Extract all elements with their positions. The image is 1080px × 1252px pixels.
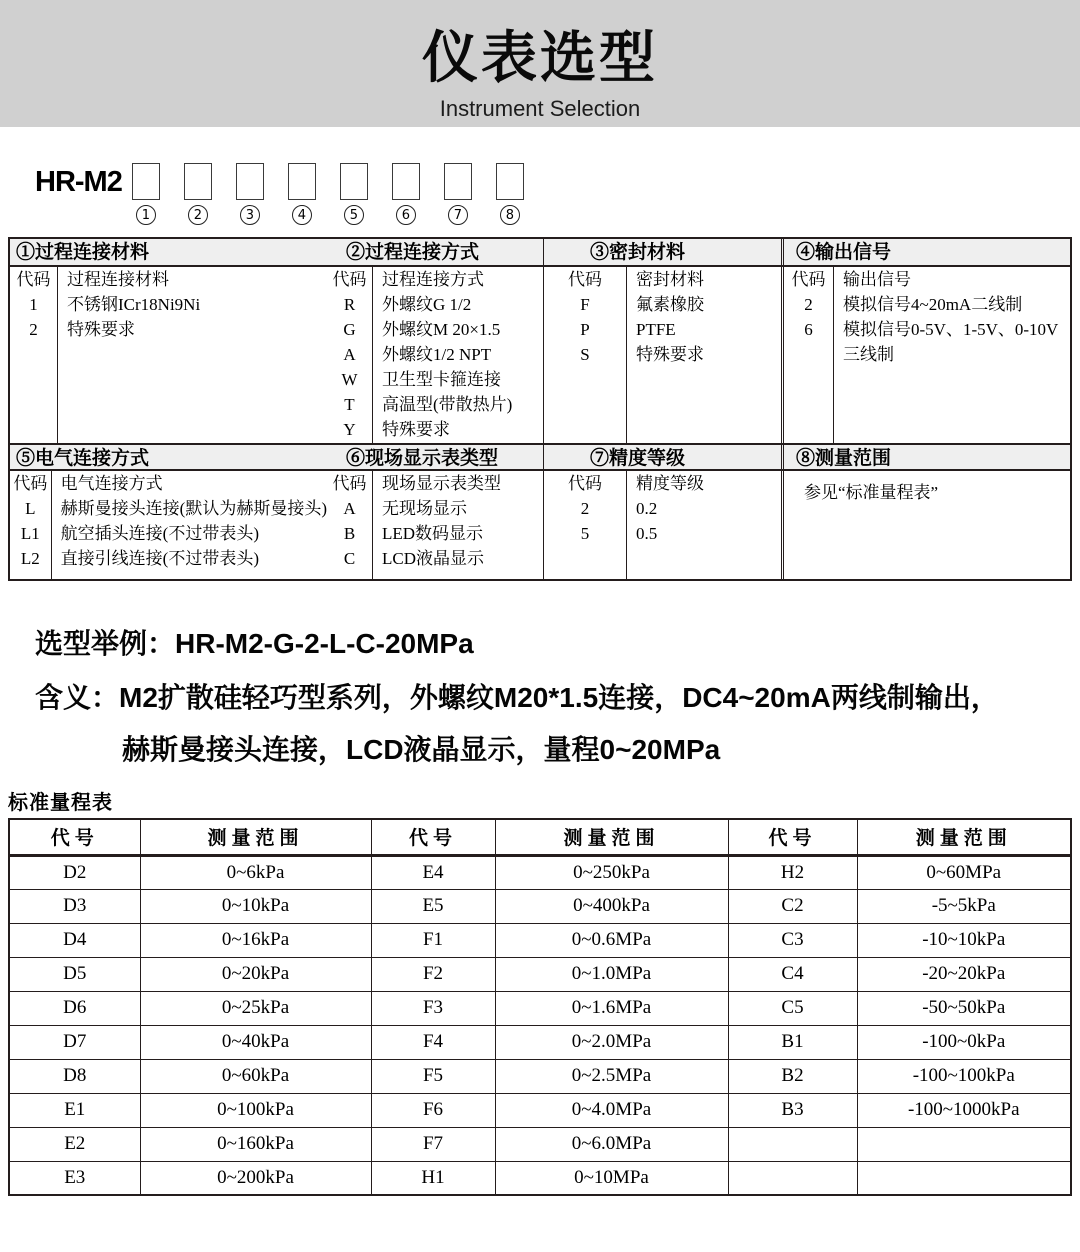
item-desc: 特殊要求: [67, 320, 135, 339]
range-code: D2: [9, 855, 140, 889]
position-number: 5: [344, 205, 364, 225]
code-column: [327, 471, 373, 579]
desc-column: [627, 471, 781, 579]
item-desc: 特殊要求: [636, 345, 704, 364]
range-value: -100~1000kPa: [857, 1093, 1071, 1127]
item-desc: 航空插头连接(不过带表头): [60, 524, 259, 543]
range-code: B1: [728, 1025, 857, 1059]
item-code: P: [580, 320, 590, 339]
col-header-range: 测量范围: [495, 819, 728, 855]
selection-example-line: 选型举例：HR-M2-G-2-L-C-20MPa: [35, 628, 474, 659]
item-code: A: [343, 499, 356, 518]
range-value: 0~40kPa: [140, 1025, 371, 1059]
item-desc: 模拟信号4~20mA二线制: [843, 295, 1023, 314]
item-code: G: [343, 320, 356, 339]
desc-header: 精度等级: [636, 474, 704, 493]
item-code: 5: [580, 524, 590, 543]
model-code-box: [496, 163, 524, 200]
model-code-box: [340, 163, 368, 200]
range-value: 0~1.0MPa: [495, 957, 728, 991]
range-code: F3: [371, 991, 495, 1025]
item-desc: 外螺纹G 1/2: [382, 295, 472, 314]
range-value: -50~50kPa: [857, 991, 1071, 1025]
item-desc: 氟素橡胶: [636, 295, 704, 314]
model-slot-5: [340, 163, 368, 225]
range-value: [857, 1161, 1071, 1195]
desc-header: 过程连接方式: [382, 270, 484, 289]
section-electrical-connection: [10, 471, 327, 579]
item-code: A: [343, 345, 356, 364]
range-code: D6: [9, 991, 140, 1025]
range-code: [728, 1161, 857, 1195]
item-desc: 特殊要求: [382, 420, 450, 439]
range-value: 0~60kPa: [140, 1059, 371, 1093]
range-value: 0~4.0MPa: [495, 1093, 728, 1127]
item-code: T: [344, 395, 355, 414]
table-row: [9, 1093, 1071, 1127]
table-row: [9, 923, 1071, 957]
table-row: [9, 889, 1071, 923]
item-code: L2: [20, 549, 40, 568]
range-code: E3: [9, 1161, 140, 1195]
range-reference-note: 参见“标准量程表”: [804, 483, 939, 502]
item-code: C: [343, 549, 356, 568]
desc-column: [834, 267, 1070, 443]
range-value: 0~60MPa: [857, 855, 1071, 889]
range-value: 0~25kPa: [140, 991, 371, 1025]
section-title-7: ⑦精度等级: [543, 445, 781, 469]
range-code: E5: [371, 889, 495, 923]
range-value: -100~100kPa: [857, 1059, 1071, 1093]
range-value: [857, 1127, 1071, 1161]
section-measure-range: [781, 471, 1070, 579]
position-number: 7: [448, 205, 468, 225]
desc-column: [52, 471, 327, 579]
selection-meaning-line-2: 赫斯曼接头连接，LCD液晶显示，量程0~20MPa: [122, 734, 721, 765]
range-value: 0~10kPa: [140, 889, 371, 923]
range-code: F2: [371, 957, 495, 991]
item-code: 1: [29, 295, 38, 314]
item-desc: 外螺纹M 20×1.5: [382, 320, 501, 339]
item-desc: 卫生型卡箍连接: [382, 370, 501, 389]
range-code: E1: [9, 1093, 140, 1127]
item-code: S: [580, 345, 590, 364]
page-subtitle: Instrument Selection: [439, 96, 641, 121]
table-row: [9, 855, 1071, 889]
range-value: -10~10kPa: [857, 923, 1071, 957]
item-code: L1: [20, 524, 40, 543]
position-number: 1: [136, 205, 156, 225]
position-number: 3: [240, 205, 260, 225]
item-desc: LED数码显示: [382, 524, 484, 543]
desc-header: 电气连接方式: [60, 474, 163, 493]
code-column: [544, 267, 627, 443]
code-header: 代码: [568, 474, 602, 493]
selection-header-row-1: [10, 239, 1070, 267]
range-code: D8: [9, 1059, 140, 1093]
desc-column: [373, 267, 543, 443]
model-slot-8: [496, 163, 524, 225]
range-value: -100~0kPa: [857, 1025, 1071, 1059]
range-value: 0~1.6MPa: [495, 991, 728, 1025]
model-code-box: [288, 163, 316, 200]
section-title-4: ④输出信号: [781, 239, 1070, 265]
table-row: [9, 1161, 1071, 1195]
range-value: 0~0.6MPa: [495, 923, 728, 957]
item-desc: 模拟信号0-5V、1-5V、0-10V 三线制: [843, 320, 1059, 364]
item-desc: 外螺纹1/2 NPT: [382, 345, 492, 364]
model-slot-2: [184, 163, 212, 225]
item-code: 2: [804, 295, 813, 314]
range-code: C5: [728, 991, 857, 1025]
item-desc: PTFE: [636, 320, 676, 339]
item-desc: 0.5: [636, 524, 658, 543]
range-value: 0~16kPa: [140, 923, 371, 957]
range-value: 0~2.0MPa: [495, 1025, 728, 1059]
code-header: 代码: [791, 270, 826, 289]
code-header: 代码: [16, 270, 51, 289]
range-value: 0~2.5MPa: [495, 1059, 728, 1093]
item-desc: 直接引线连接(不过带表头): [60, 549, 259, 568]
section-display-type: [327, 471, 543, 579]
model-code-box: [236, 163, 264, 200]
range-code: [728, 1127, 857, 1161]
range-code: C3: [728, 923, 857, 957]
desc-header: 现场显示表类型: [382, 474, 501, 493]
model-code-box: [392, 163, 420, 200]
range-code: F1: [371, 923, 495, 957]
item-code: F: [580, 295, 590, 314]
item-desc: 0.2: [636, 499, 658, 518]
desc-column: [627, 267, 781, 443]
desc-column: [58, 267, 327, 443]
item-code: 2: [580, 499, 590, 518]
range-code: F5: [371, 1059, 495, 1093]
selection-body-row-2: [10, 471, 1070, 579]
range-code: H1: [371, 1161, 495, 1195]
range-value: -5~5kPa: [857, 889, 1071, 923]
range-code: D3: [9, 889, 140, 923]
section-accuracy-class: [543, 471, 781, 579]
desc-column: [373, 471, 543, 579]
range-code: C2: [728, 889, 857, 923]
desc-header: 密封材料: [636, 270, 704, 289]
range-code: F7: [371, 1127, 495, 1161]
col-header-code: 代号: [9, 819, 140, 855]
model-slot-7: [444, 163, 472, 225]
col-header-code: 代号: [728, 819, 857, 855]
model-code-box: [184, 163, 212, 200]
col-header-range: 测量范围: [857, 819, 1071, 855]
range-code: D4: [9, 923, 140, 957]
model-slot-4: [288, 163, 316, 225]
range-value: 0~6.0MPa: [495, 1127, 728, 1161]
item-desc: 无现场显示: [382, 499, 467, 518]
range-value: 0~10MPa: [495, 1161, 728, 1195]
item-desc: 赫斯曼接头连接(默认为赫斯曼接头): [60, 499, 327, 518]
item-desc: 高温型(带散热片): [382, 395, 513, 414]
code-header: 代码: [332, 474, 367, 493]
range-code: B3: [728, 1093, 857, 1127]
position-number: 2: [188, 205, 208, 225]
range-code: F4: [371, 1025, 495, 1059]
range-code: E4: [371, 855, 495, 889]
model-code-row: [35, 163, 548, 225]
section-process-material: [10, 267, 327, 443]
range-value: 0~20kPa: [140, 957, 371, 991]
table-row: [9, 991, 1071, 1025]
range-code: F6: [371, 1093, 495, 1127]
model-slot-6: [392, 163, 420, 225]
item-code: W: [341, 370, 358, 389]
range-code: E2: [9, 1127, 140, 1161]
selection-meaning-line-1: 含义：M2扩散硅轻巧型系列，外螺纹M20*1.5连接，DC4~20mA两线制输出，: [35, 682, 999, 713]
item-desc: LCD液晶显示: [382, 549, 484, 568]
table-row: [9, 957, 1071, 991]
range-code: H2: [728, 855, 857, 889]
col-header-code: 代号: [371, 819, 495, 855]
model-slot-3: [236, 163, 264, 225]
code-header: 代码: [332, 270, 367, 289]
desc-header: 输出信号: [843, 270, 911, 289]
model-slot-1: [132, 163, 160, 225]
section-output-signal: [781, 267, 1070, 443]
code-column: [10, 471, 52, 579]
model-code-box: [444, 163, 472, 200]
range-value: 0~200kPa: [140, 1161, 371, 1195]
desc-header: 过程连接材料: [67, 270, 169, 289]
section-title-2: ②过程连接方式: [346, 242, 480, 263]
position-number: 6: [396, 205, 416, 225]
item-code: R: [343, 295, 356, 314]
range-value: -20~20kPa: [857, 957, 1071, 991]
item-code: Y: [343, 420, 356, 439]
table-row: [9, 1059, 1071, 1093]
item-code: 6: [804, 320, 813, 339]
section-title-6: ⑥现场显示表类型: [346, 448, 499, 469]
selection-table: [8, 237, 1072, 581]
selection-body-row-1: [10, 267, 1070, 443]
range-code: C4: [728, 957, 857, 991]
model-prefix: HR-M2: [35, 166, 122, 198]
item-code: B: [343, 524, 356, 543]
range-value: 0~100kPa: [140, 1093, 371, 1127]
code-column: [544, 471, 627, 579]
page-title: 仪表选型: [422, 26, 658, 89]
range-value: 0~250kPa: [495, 855, 728, 889]
range-code: B2: [728, 1059, 857, 1093]
range-value: 0~6kPa: [140, 855, 371, 889]
page-header: [0, 0, 1080, 127]
range-value: 0~400kPa: [495, 889, 728, 923]
range-code: D7: [9, 1025, 140, 1059]
standard-range-table: [8, 818, 1072, 1196]
item-code: L: [25, 499, 36, 518]
code-column: [10, 267, 58, 443]
range-table-header-row: [9, 819, 1071, 855]
code-column: [327, 267, 373, 443]
range-value: 0~160kPa: [140, 1127, 371, 1161]
code-header: 代码: [568, 270, 602, 289]
col-header-range: 测量范围: [140, 819, 371, 855]
table-row: [9, 1025, 1071, 1059]
item-desc: 不锈钢ICr18Ni9Ni: [67, 295, 201, 314]
position-number: 8: [500, 205, 520, 225]
section-title-3: ③密封材料: [543, 239, 781, 265]
selection-header-row-2: [10, 443, 1070, 471]
code-header: 代码: [13, 474, 48, 493]
section-seal-material: [543, 267, 781, 443]
range-table-title: 标准量程表: [8, 792, 113, 814]
table-row: [9, 1127, 1071, 1161]
section-process-connection: [327, 267, 543, 443]
range-code: D5: [9, 957, 140, 991]
model-code-box: [132, 163, 160, 200]
item-code: 2: [29, 320, 38, 339]
position-number: 4: [292, 205, 312, 225]
section-title-8: ⑧测量范围: [781, 445, 1070, 469]
section-title-5: ⑤电气连接方式: [16, 448, 150, 469]
code-column: [784, 267, 834, 443]
section-title-1: ①过程连接材料: [16, 242, 150, 263]
